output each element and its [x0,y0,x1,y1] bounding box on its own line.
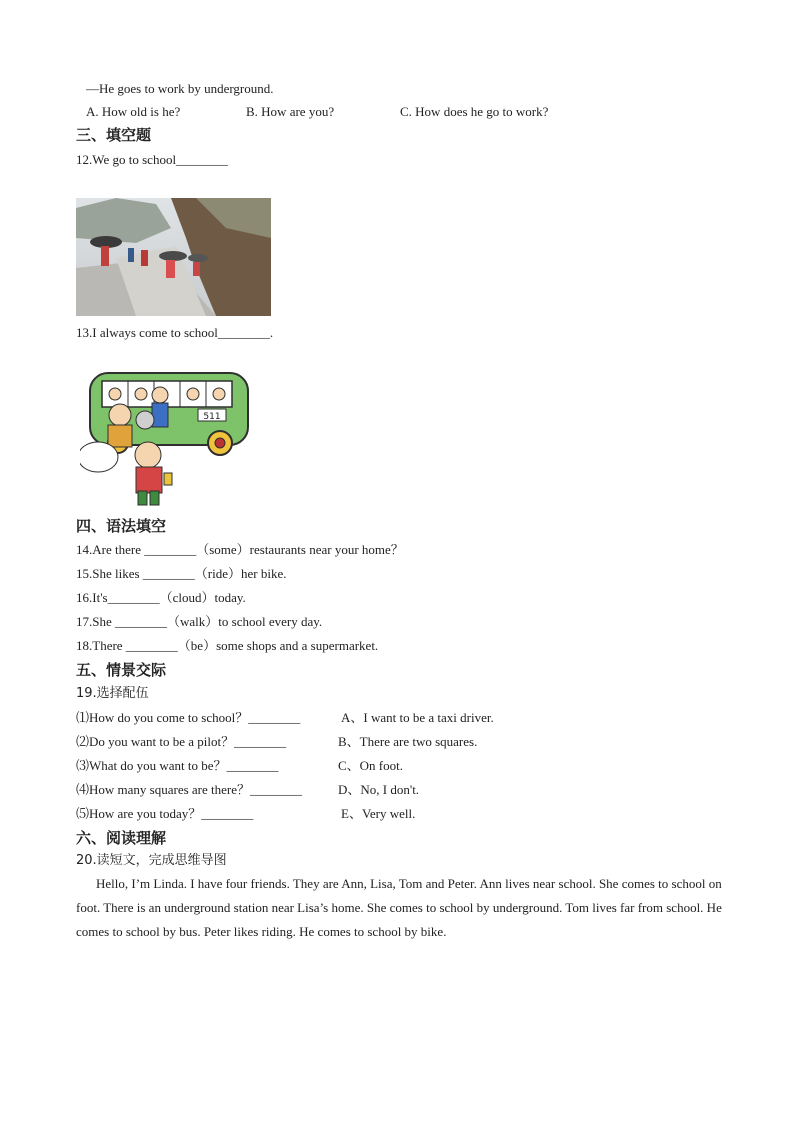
q19-answer-a: A、I want to be a taxi driver. [341,710,494,725]
q17-text: 17.She ________（walk）to school every day. [76,614,323,629]
q13-text: 13.I always come to school________. [76,325,274,340]
q19-question-5: ⑸How are you today？________ [76,806,254,821]
q19-question-3: ⑶What do you want to be？________ [76,758,279,773]
q15-text: 15.She likes ________（ride）her bike. [76,566,287,581]
section3-heading: 三、填空题 [76,126,152,144]
section4-heading: 四、语法填空 [76,517,167,535]
q19-answer-e: E、Very well. [341,806,416,821]
q14-text: 14.Are there ________（some）restaurants near your home？ [76,542,404,557]
reading-passage-text: Hello, I’m Linda. I have four friends. They are Ann, Lisa, Tom and Peter. Ann lives near school. She comes to school on foot. There is an underground station near Lisa’s home. She comes to school by underground. Tom lives far from school. He comes to school by bus. Peter likes riding. He comes to school by bike. [76,876,722,939]
q19-question-4: ⑷How many squares are there？________ [76,782,302,797]
bus-illustration [80,365,255,510]
rain-road-illustration [76,198,271,316]
bus-cartoon [80,365,255,510]
q11-option-c: C. How does he go to work? [400,104,549,119]
q11-answer-line: —He goes to work by underground. [86,81,274,96]
q11-option-a: A. How old is he? [86,104,181,119]
section5-heading: 五、情景交际 [76,661,167,679]
q19-question-2: ⑵Do you want to be a pilot？________ [76,734,287,749]
q16-text: 16.It's________（cloud）today. [76,590,246,605]
q19-title: 19.选择配伍 [76,686,149,701]
q12-text: 12.We go to school________ [76,152,229,167]
walking-in-rain-photo [76,198,271,316]
q20-title: 20.读短文，完成思维导图 [76,853,227,868]
q19-answer-b: B、There are two squares. [338,734,478,749]
q11-option-b: B. How are you? [246,104,335,119]
reading-passage [76,872,726,944]
section6-heading: 六、阅读理解 [76,829,167,847]
q19-answer-d: D、No, I don't. [338,782,420,797]
q18-text: 18.There ________（be）some shops and a supermarket. [76,638,379,653]
q19-answer-c: C、On foot. [338,758,404,773]
q19-question-1: ⑴How do you come to school？________ [76,710,301,725]
bus-number: 511 [203,412,221,422]
